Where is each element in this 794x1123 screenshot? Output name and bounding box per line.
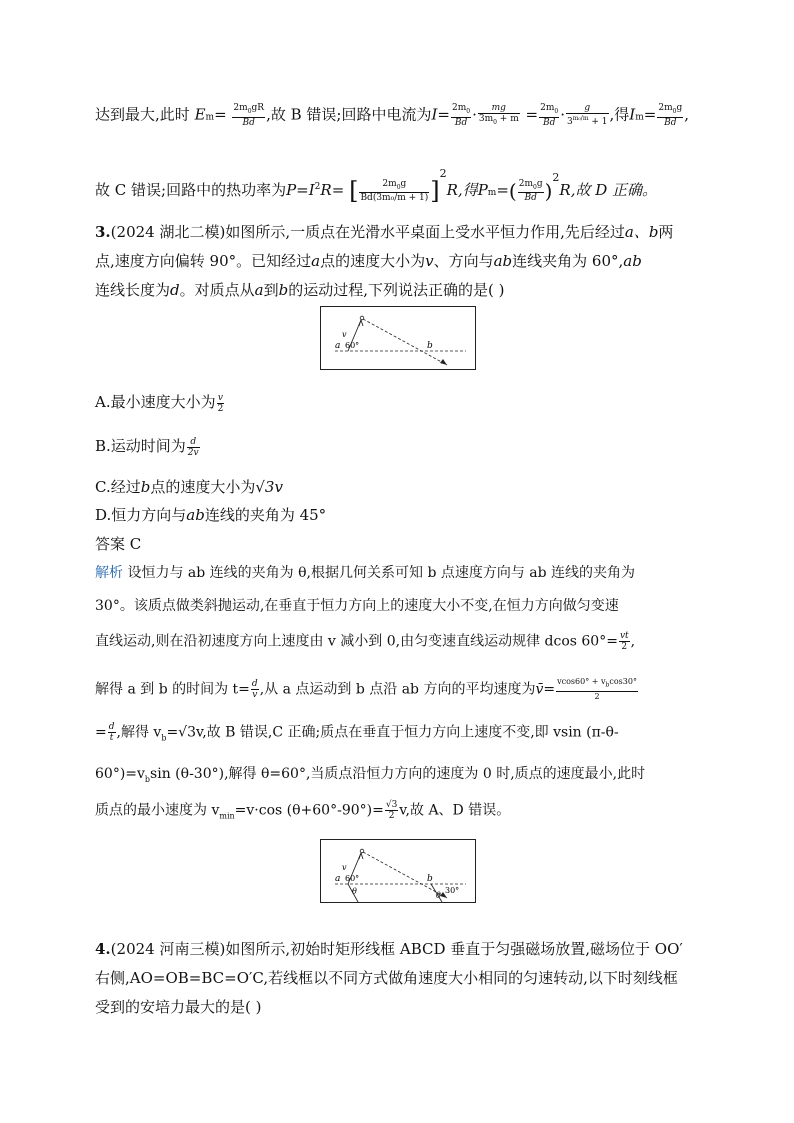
velocity-arrowhead <box>359 853 363 859</box>
text-run: v̄= <box>535 681 556 698</box>
frac-num: d <box>187 437 200 448</box>
frac-den: 2 <box>594 691 600 701</box>
frac-num: d <box>251 678 258 689</box>
frac-num: 2m <box>658 103 673 113</box>
frac-den: Bd <box>242 117 255 128</box>
frac-num: 2m <box>451 103 467 113</box>
text-run: 、方向与 <box>433 252 494 270</box>
q3-line-1 <box>95 222 673 242</box>
question-source: (2024 河南三模) <box>110 940 226 958</box>
question-number: 3. <box>95 223 111 241</box>
text-run: 故 C 错误;回路中的热功率为 <box>95 181 287 199</box>
frac-den: 2 <box>217 403 224 414</box>
text-run: 右侧,AO=OB=BC=O′C,若线框以不同方式做角速度大小相同的匀速转动,以下时刻线框 <box>95 969 678 987</box>
answer-text: 答案 C <box>95 535 142 553</box>
frac-den: Bd <box>542 117 556 128</box>
text-run: 直线运动,则在沿初速度方向上速度由 v 减小到 0,由匀变速直线运动规律 dcos 60°= <box>95 633 618 650</box>
frac-num: vt <box>619 631 629 641</box>
label-30: 30° <box>445 886 460 895</box>
q3-line-3 <box>95 280 504 300</box>
text-run: = <box>437 105 450 124</box>
analysis-label: 解析 <box>95 565 123 581</box>
text-run: ,解得 v <box>116 724 162 741</box>
text-run: R= <box>320 181 345 199</box>
text-run: 连线夹角为 60°, <box>512 252 624 270</box>
q4-line-3 <box>95 997 261 1017</box>
fraction <box>217 393 225 414</box>
bracket-expression: [ <box>349 177 359 205</box>
text-run: 受到的安培力最大的是( ) <box>95 998 262 1016</box>
text-run: a <box>254 281 264 299</box>
fraction: $\frac{2m_0}{Bd}$ <box>540 103 559 128</box>
frac-den: Bd <box>454 117 468 128</box>
text-run: R,得 <box>446 181 478 199</box>
text-run: = <box>214 105 227 124</box>
fraction <box>251 679 259 700</box>
text-run: = <box>496 181 509 199</box>
text-run: =√3v,故 B 错误,C 正确;质点在垂直于恒力方向上速度不变,即 vsin (π-θ- <box>166 724 619 741</box>
analysis-line-4 <box>95 677 639 702</box>
frac-den: 2 <box>621 642 628 652</box>
frac-num: g <box>566 103 609 114</box>
velocity-arrowhead <box>359 320 363 326</box>
option-text: ab <box>186 506 205 524</box>
frac-num: mg <box>478 103 520 114</box>
fraction <box>619 631 630 652</box>
frac-den: t <box>109 733 114 743</box>
text-run: 解得 a 到 b 的时间为 t= <box>95 681 250 698</box>
q3-line-2 <box>95 251 642 271</box>
text-run: 。对质点从 <box>179 281 255 299</box>
option-text: b <box>140 478 151 496</box>
frac-den: 2 <box>388 811 395 821</box>
text-run: 如图所示,初始时矩形线框 ABCD 垂直于匀强磁场放置,磁场位于 OO′ <box>225 940 683 958</box>
text-run: d <box>170 281 180 299</box>
analysis-line-7: 质点的最小速度为 $v_{min}=v\cdot\cos$ (θ+60°-90°)= $\frac{√3}{2}$ v,故 A、D 错误。 <box>95 800 511 821</box>
frac-num: v <box>217 392 224 403</box>
text-run: I <box>629 105 636 124</box>
q4-line-1 <box>95 939 683 959</box>
frac-num: d <box>108 722 115 732</box>
frac-num: 2m <box>540 103 555 113</box>
option-b <box>95 436 201 458</box>
label-a: a <box>335 341 341 351</box>
figure-q3-solution-svg <box>321 840 475 902</box>
text-run: R,故 D 正确。 <box>559 181 658 199</box>
frac-den: Bd <box>664 117 677 128</box>
fraction <box>385 800 398 821</box>
text-run: 点,速度方向偏转 90°。已知经过 <box>95 252 312 270</box>
text-run: P <box>477 181 488 199</box>
text-run: 点的速度大小为 <box>320 252 426 270</box>
text-run: = <box>643 105 657 124</box>
fraction: $\frac{g}{3^{m_0/m} + 1}$ <box>566 103 608 128</box>
text-run: ab <box>493 252 513 270</box>
solution-line-1: 达到最大,此时 Em= $\frac{2m_0gR}{Bd}$ ,故 B 错误;回路中电流为I= $\frac{2m_0}{Bd}$ · $\frac{mg}{3m_0 + m}$ = $\frac{2m_0}{Bd}$ · $\frac{g}{3^{m_0/m} + 1}$ ,得Im= $\frac{2m_0g}{Bd}$ , <box>95 103 689 128</box>
text-run: ab <box>623 252 642 270</box>
text-run: = <box>525 105 539 124</box>
frac-num: vcos60° + v <box>557 677 606 686</box>
text-run: 质点的最小速度为 v <box>95 802 220 819</box>
trajectory-arrowhead <box>440 359 447 365</box>
text-run: 连线长度为 <box>95 281 171 299</box>
subscript: m <box>205 112 215 123</box>
fraction: $\frac{2m_0}{Bd}$ <box>451 103 471 128</box>
option-text: 点的速度大小为 <box>150 478 256 496</box>
text-run: 30°。该质点做类斜抛运动,在垂直于恒力方向上的速度大小不变,在恒力方向做匀变速 <box>95 598 619 614</box>
text-run: I <box>431 105 438 124</box>
option-c <box>95 477 283 497</box>
text-run: 的运动过程,下列说法正确的是( ) <box>288 281 505 299</box>
option-text: 连线的夹角为 45° <box>204 506 327 524</box>
label-60: 60° <box>345 874 360 883</box>
label-b: b <box>427 341 433 351</box>
analysis-line-2 <box>95 596 619 616</box>
frac-num: 2m <box>233 103 248 113</box>
trajectory-line <box>363 319 447 365</box>
option-a <box>95 392 225 414</box>
subscript: m <box>487 188 497 198</box>
analysis-line-5: = $\frac{d}{t}$ ,解得 $v_b=√3v$,故 B 错误,C 正确;质点在垂直于恒力方向上速度不变,即 vsin (π-θ- <box>95 722 619 743</box>
frac-den: 3m <box>478 114 494 124</box>
analysis-line-1 <box>95 563 635 583</box>
label-theta-a: θ <box>352 887 357 896</box>
option-text: D.恒力方向与 <box>95 506 187 524</box>
frac-den: 2v <box>187 447 199 458</box>
solution-line-2: 故 C 错误;回路中的热功率为$P=I^2R=$ [ $\frac{2m_0g}{\text{Bd(3m₀/m + 1)}}$ ]$^2$R,得Pm=( $\frac{2m_0g}{Bd}$ )$^2$R,故 D 正确。 <box>95 167 658 205</box>
text-run: b <box>278 281 289 299</box>
text-run: 设恒力与 ab 连线的夹角为 θ,根据几何关系可知 b 点速度方向与 ab 连线的夹角为 <box>127 565 636 581</box>
figure-q3-solution <box>320 839 476 903</box>
fraction <box>108 722 116 743</box>
answer <box>95 534 141 554</box>
option-text: √3v <box>255 478 283 496</box>
question-number: 4. <box>95 940 111 958</box>
text-run: 两 <box>658 223 674 241</box>
text-run: P=I <box>286 181 315 199</box>
fraction: $\frac{2m_0g}{Bd}$ <box>658 103 683 128</box>
text-run: 到 <box>263 281 279 299</box>
text-run: 60°)=v <box>95 766 145 782</box>
option-text: A.最小速度大小为 <box>95 393 216 411</box>
fraction: $\frac{mg}{3m_0 + m}$ <box>478 103 519 126</box>
text-run: v <box>425 252 434 270</box>
option-text: B.运动时间为 <box>95 437 186 455</box>
text-run: 达到最大,此时 <box>95 105 190 124</box>
question-source: (2024 湖北二模) <box>110 223 226 241</box>
figure-q3 <box>320 306 476 370</box>
fraction: $\frac{2m_0g}{Bd}$ <box>518 178 543 204</box>
label-b: b <box>427 874 433 884</box>
text-run: a <box>311 252 321 270</box>
frac-den: v <box>252 689 258 700</box>
figure-q3-svg <box>321 307 475 369</box>
text-run: a、b <box>624 223 659 241</box>
analysis-line-3 <box>95 631 635 652</box>
frac-den: 3 <box>566 117 573 128</box>
text-run: E <box>194 105 206 124</box>
label-a: a <box>335 874 341 884</box>
label-v: v <box>342 330 347 339</box>
trajectory-line <box>363 852 447 898</box>
text-run: , <box>684 105 689 124</box>
frac-num: √3 <box>385 800 398 810</box>
label-v: v <box>342 863 347 872</box>
subscript: m <box>635 112 644 123</box>
q4-line-2 <box>95 968 678 988</box>
text-run: ,故 B 错误;回路中电流为 <box>266 105 432 124</box>
label-theta-b: θ <box>436 891 441 900</box>
text-run: ,从 a 点运动到 b 点沿 ab 方向的平均速度为 <box>259 681 536 698</box>
text-run: = <box>95 724 107 741</box>
text-run: sin (θ-30°),解得 θ=60°,当质点沿恒力方向的速度为 0 时,质点的速度最小,此时 <box>150 766 646 782</box>
fraction: $\frac{2m_0gR}{Bd}$ <box>233 103 265 128</box>
text-run: , <box>630 633 636 650</box>
analysis-line-6: $60^\circ)=v_b\sin$ (θ-30°),解得 θ=60°,当质点沿恒力方向的速度为 0 时,质点的速度最小,此时 <box>95 766 646 784</box>
text-run: =v·cos (θ+60°-90°)= <box>234 802 384 819</box>
text-run: v,故 A、D 错误。 <box>399 802 511 819</box>
text-run: 如图所示,一质点在光滑水平桌面上受水平恒力作用,先后经过 <box>225 223 625 241</box>
fraction <box>187 437 200 458</box>
option-text: C.经过 <box>95 478 141 496</box>
fraction: $\frac{2m_0g}{\text{Bd(3m₀/m + 1)}}$ <box>360 178 429 204</box>
fraction: $\frac{vcos60^\circ + v_b\cos 30^\circ}{2}$ <box>557 677 637 701</box>
option-d <box>95 505 326 525</box>
text-run: ,得 <box>609 105 630 124</box>
label-60: 60° <box>345 341 360 350</box>
